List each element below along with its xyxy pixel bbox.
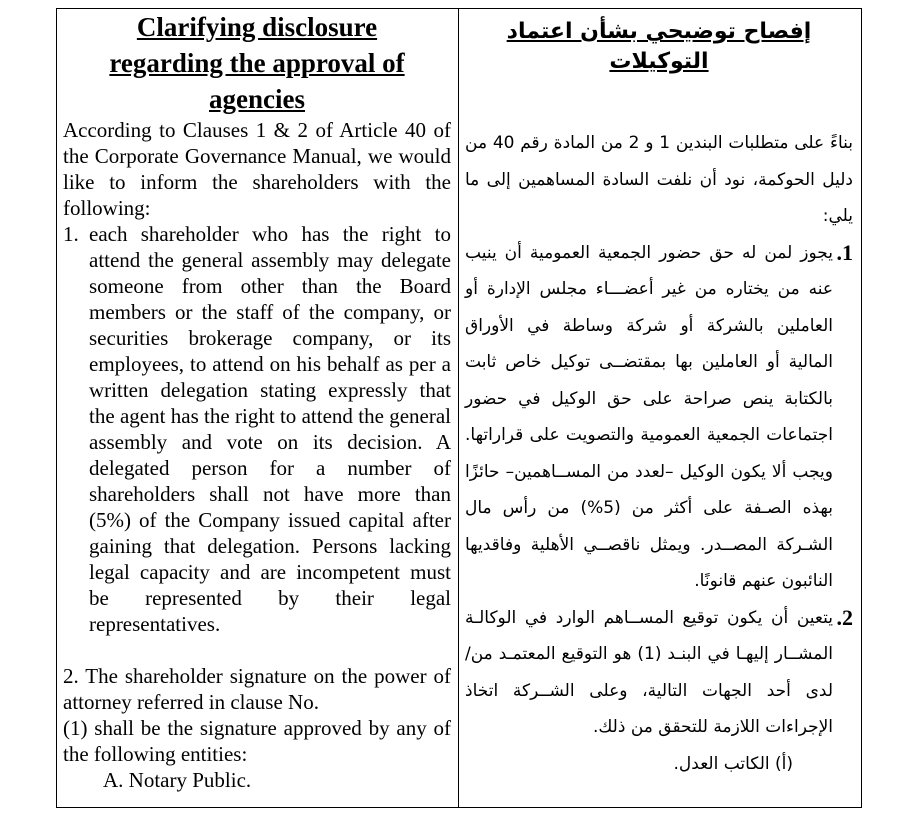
arabic-item-2-number: 2. — [836, 604, 853, 630]
arabic-column — [465, 9, 853, 782]
english-title — [63, 9, 451, 117]
english-intro: According to Clauses 1 & 2 of Article 40 of the Corporate Governance Manual, we would like to inform the shareholders with the following: — [63, 118, 451, 220]
arabic-item-1 — [465, 235, 853, 600]
english-item-2-a: A. Notary Public. — [103, 768, 252, 792]
english-column — [63, 9, 451, 793]
arabic-item-1-number: 1. — [836, 239, 853, 265]
english-item-1-number: 1. — [63, 222, 79, 246]
arabic-item-2-text: يتعين أن يكون توقيع المســاهم الوارد في الوكالـة المشــار إليهـا في البنـد (1) هو التوقيع المعتمـد من/لدى أحد الجهات التالية، وعلى الشــركة اتخاذ الإجراءات اللازمة للتحقق من ذلك. — [465, 607, 833, 737]
arabic-intro: بناءً على متطلبات البندين 1 و 2 من المادة رقم 40 من دليل الحوكمة، نود أن نلفت السادة المساهمين إلى ما يلي: — [465, 133, 854, 226]
document-page — [56, 8, 862, 808]
english-item-2-line-1: 2. The shareholder signature on the power of attorney referred in clause No. — [63, 664, 451, 714]
english-item-2-line-2: (1) shall be the signature approved by any of the following entities: — [63, 716, 451, 766]
english-title-line-1: Clarifying disclosure — [136, 12, 378, 42]
column-divider — [458, 9, 459, 807]
arabic-title: إفصاح توضيحي بشأن اعتماد التوكيلات — [506, 19, 812, 74]
arabic-item-1-text: يجوز لمن له حق حضور الجمعية العمومية أن ينيب عنه من يختاره من غير أعضـــاء مجلس الإدارة أو العاملين بالشركة أو شركة وساطة في الأوراق المالية أو العاملين بها بمقتضــى توكيل خاص ثابت بالكتابة ينص صراحة على حق الوكيل في حضور اجتماعات الجمعية العمومية والتصويت على قراراتها. ويجب ألا يكون الوكيل –لعدد من المســاهمين– حائزًا بهذه الصـفة على أكثر من (5%) من رأس مال الشـركة المصــدر. ويمثل ناقصــي الأهلية وفاقديها النائبون عنهم قانونًا. — [465, 242, 833, 591]
english-title-line-3: agencies — [209, 84, 305, 114]
arabic-item-2 — [465, 600, 853, 746]
english-title-line-2: regarding the approval of — [109, 48, 405, 78]
arabic-item-2-a: (أ) الكاتب العدل. — [673, 753, 793, 774]
spacer — [63, 637, 451, 663]
english-item-1-text: each shareholder who has the right to attend the general assembly may delegate someone from other than the Board members or the staff of the company, or securities brokerage company, or its employees, to attend on his behalf as per a written delegation stating expressly that the agent has the right to attend the general assembly and vote on its decision. A delegated person for a number of shareholders shall not have more than (5%) of the Company issued capital after gaining that delegation. Persons lacking legal capacity and are incompetent must be represented by their legal representatives. — [89, 222, 451, 636]
english-item-1 — [63, 221, 451, 637]
